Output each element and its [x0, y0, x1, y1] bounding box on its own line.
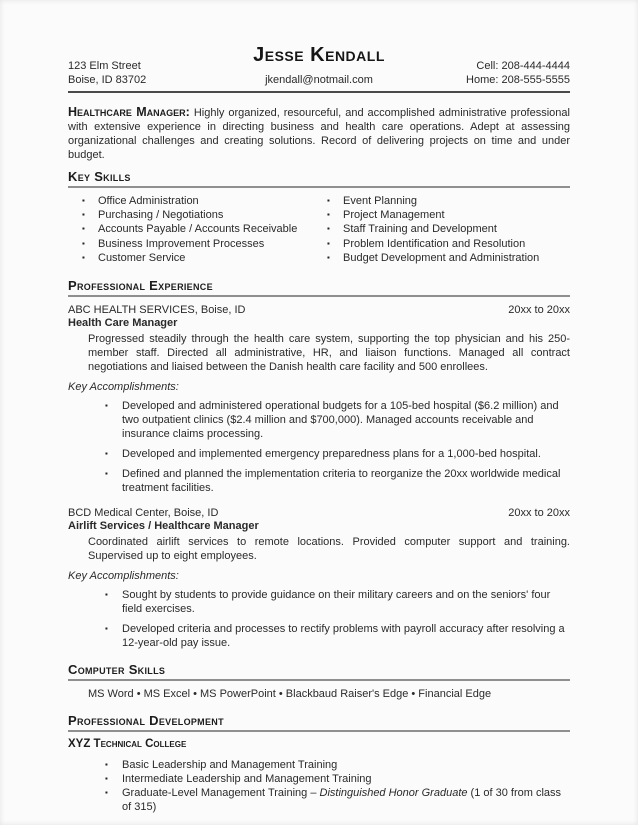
job-2-accomplishments-label: Key Accomplishments: — [68, 570, 179, 583]
contact-center — [225, 60, 413, 87]
professional-development-list — [68, 758, 570, 814]
skill-item: ▪ Event Planning — [325, 194, 570, 208]
section-title-experience: Professional Experience — [68, 279, 570, 297]
job-1-position: Health Care Manager — [68, 317, 178, 330]
accomplishment-item: ▪ Developed and administered operational budgets for a 105-bed hospital ($6.2 million) and two outpatient clinics ($2.4 million and $700,000). Managed accounts receivable and insurance claims processing. — [68, 399, 570, 441]
section-title-computer-skills: Computer Skills — [68, 663, 570, 681]
skill-item: ▪ Project Management — [325, 208, 570, 222]
job-2-accomplishments-list — [68, 588, 570, 650]
school-name: XYZ Technical College — [68, 738, 187, 751]
skill-item: ▪ Office Administration — [80, 194, 325, 208]
contact-spacer — [225, 60, 413, 74]
accomplishment-item: ▪ Developed criteria and processes to rectify problems with payroll accuracy after resolving a 12-year-old pay issue. — [68, 622, 570, 650]
summary-paragraph — [68, 105, 570, 162]
job-2-header — [68, 507, 570, 520]
accomplishment-item: ▪ Defined and planned the implementation criteria to reorganize the 20xx worldwide medical treatment facilities. — [68, 467, 570, 495]
section-title-key-skills: Key Skills — [68, 170, 570, 188]
job-2-description: Coordinated airlift services to remote locations. Provided computer support and training. Supervised up to eight employees. — [88, 536, 570, 563]
course-item — [68, 772, 570, 786]
key-skills-grid — [68, 194, 570, 265]
job-1-accomplishments-list — [68, 399, 570, 495]
contact-left — [68, 60, 225, 87]
course-suffix: (1 of 30 from class of 315) — [122, 787, 562, 814]
contact-block — [68, 60, 570, 93]
course-text: Graduate-Level Management Training – — [122, 787, 320, 800]
skill-item: ▪ Budget Development and Administration — [325, 251, 570, 265]
job-1-description: Progressed steadily through the health care system, supporting the top physician and his 250-member staff. Directed all administrative, HR, and liaison functions. Managed all contract negotiations and liaised between the Danish health care facility and 500 enrollees. — [88, 333, 570, 374]
key-skills-left-list — [80, 194, 325, 265]
job-entry-2 — [68, 507, 570, 650]
skill-item: ▪ Customer Service — [80, 251, 325, 265]
email-address: jkendall@notmail.com — [265, 73, 373, 86]
accomplishment-item: ▪ Sought by students to provide guidance on their military careers and on the seniors' four field exercises. — [68, 588, 570, 616]
job-entry-1 — [68, 304, 570, 495]
accomplishment-item: ▪ Developed and implemented emergency preparedness plans for a 1,000-bed hospital. — [68, 447, 570, 461]
job-2-dates: 20xx to 20xx — [508, 507, 570, 520]
job-2-company: BCD Medical Center, Boise, ID — [68, 507, 219, 520]
course-honor: Distinguished Honor Graduate — [319, 787, 468, 800]
job-1-dates: 20xx to 20xx — [508, 304, 570, 317]
skill-item: ▪ Staff Training and Development — [325, 222, 570, 236]
job-2-position: Airlift Services / Healthcare Manager — [68, 520, 259, 533]
cell-phone: Cell: 208-444-4444 — [476, 60, 570, 72]
skill-item: ▪ Problem Identification and Resolution — [325, 237, 570, 251]
course-item — [68, 758, 570, 772]
key-skills-right-list — [325, 194, 570, 265]
section-title-professional-development: Professional Development — [68, 714, 570, 732]
course-text: Intermediate Leadership and Management Training — [122, 773, 372, 786]
skill-item: ▪ Accounts Payable / Accounts Receivable — [80, 222, 325, 236]
person-name: Jesse Kendall — [253, 44, 385, 66]
job-1-accomplishments-label: Key Accomplishments: — [68, 381, 179, 394]
address-line-1: 123 Elm Street — [68, 60, 141, 72]
home-phone: Home: 208-555-5555 — [466, 73, 570, 86]
contact-right — [413, 60, 570, 87]
job-1-company: ABC HEALTH SERVICES, Boise, ID — [68, 304, 246, 317]
summary-label: Healthcare Manager: — [68, 105, 190, 119]
course-text: Basic Leadership and Management Training — [122, 759, 338, 772]
course-item — [68, 786, 570, 814]
summary-text: Highly organized, resourceful, and accomplished administrative professional with extensive experience in directing business and health care operations. Adept at assessing organizational challenges and creating solutions. Record of delivering projects on time and under budget. — [68, 107, 570, 161]
computer-skills-line: MS Word • MS Excel • MS PowerPoint • Blackbaud Raiser's Edge • Financial Edge — [88, 688, 492, 701]
address-line-2: Boise, ID 83702 — [68, 73, 147, 86]
skill-item: ▪ Business Improvement Processes — [80, 237, 325, 251]
job-1-header — [68, 304, 570, 317]
skill-item: ▪ Purchasing / Negotiations — [80, 208, 325, 222]
